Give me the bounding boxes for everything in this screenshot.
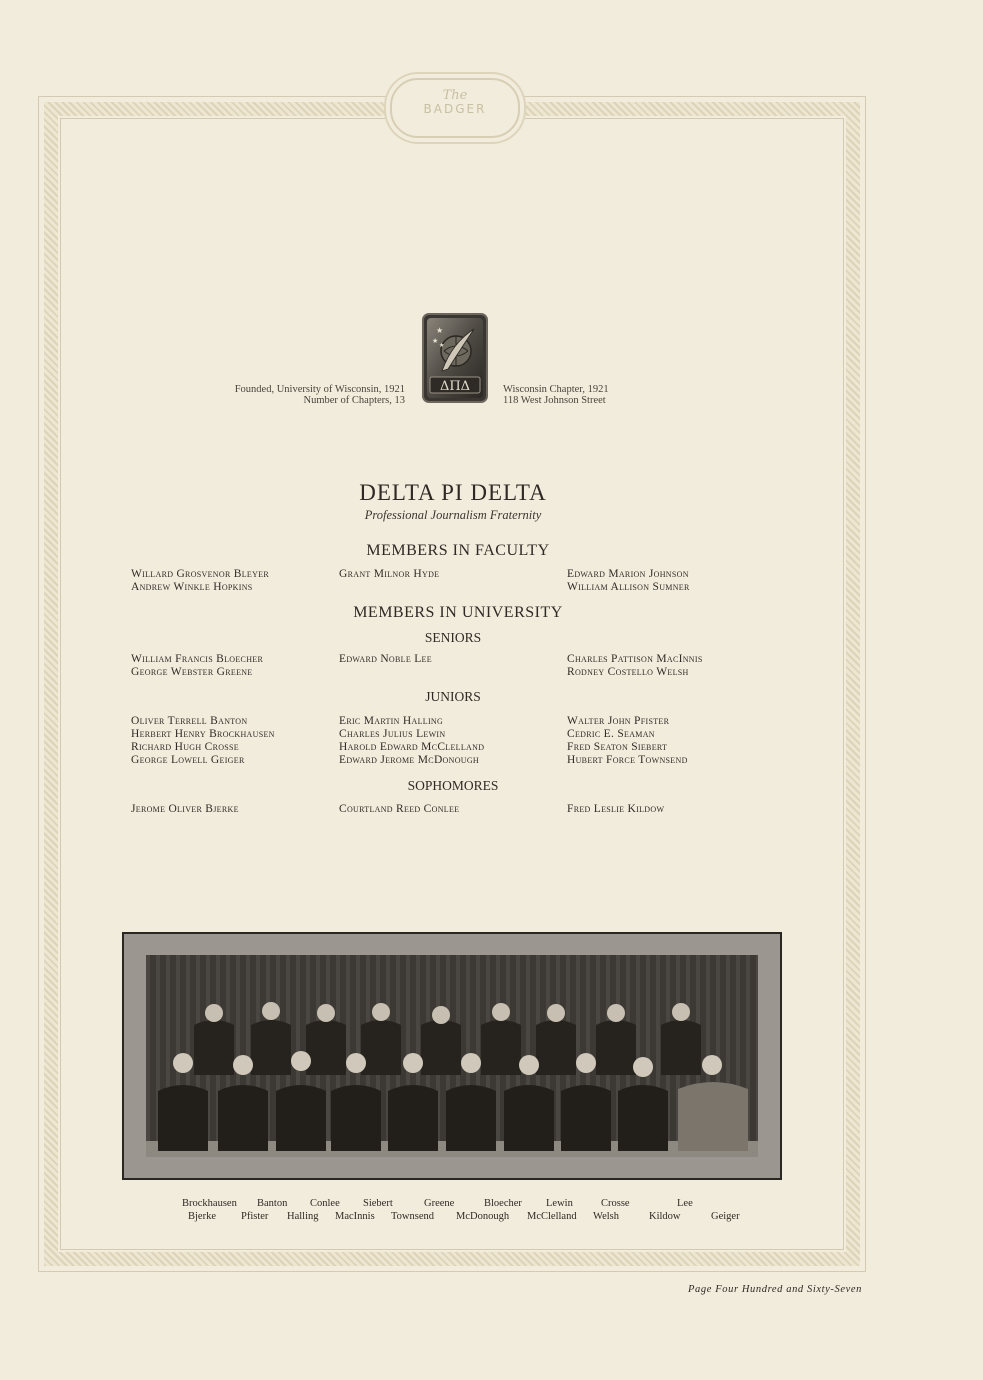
badger-header-cartouche xyxy=(390,78,520,138)
juniors-heading: JUNIORS xyxy=(425,689,481,704)
faculty-heading: MEMBERS IN FACULTY xyxy=(366,542,550,559)
caption-name: Lee xyxy=(677,1198,693,1209)
svg-text:★: ★ xyxy=(432,337,439,345)
member-name: Fred Seaton Siebert xyxy=(567,741,668,753)
member-name: Willard Grosvenor Bleyer xyxy=(131,568,269,580)
member-name: Eric Martin Halling xyxy=(339,715,444,727)
seniors-col-1 xyxy=(131,653,263,679)
member-name: Fred Leslie Kildow xyxy=(567,803,665,815)
svg-text:★: ★ xyxy=(439,342,445,349)
juniors-col-3 xyxy=(567,715,688,767)
chapter-text: Wisconsin Chapter, 1921 xyxy=(503,384,609,395)
caption-name: Bloecher xyxy=(484,1198,522,1209)
sophomores-col-2 xyxy=(339,803,459,816)
member-name: Courtland Reed Conlee xyxy=(339,803,460,815)
seniors-heading: SENIORS xyxy=(424,630,482,645)
caption-name: Pfister xyxy=(241,1211,269,1222)
member-name: Herbert Henry Brockhausen xyxy=(131,728,275,740)
caption-name: McClelland xyxy=(527,1211,577,1222)
faculty-col-3 xyxy=(567,568,690,594)
juniors-col-2 xyxy=(339,715,484,767)
caption-name: MacInnis xyxy=(335,1211,375,1222)
page-number: Page Four Hundred and Sixty-Seven xyxy=(688,1284,862,1295)
member-name: William Francis Bloecher xyxy=(131,653,264,665)
member-name: Richard Hugh Crosse xyxy=(131,741,239,753)
faculty-col-1 xyxy=(131,568,269,594)
member-name: Charles Julius Lewin xyxy=(339,728,446,740)
caption-name: Greene xyxy=(424,1198,455,1209)
fraternity-subtitle: Professional Journalism Fraternity xyxy=(364,508,542,522)
juniors-col-1 xyxy=(131,715,275,767)
caption-name: Welsh xyxy=(593,1211,619,1222)
founded-text: Founded, University of Wisconsin, 1921 xyxy=(234,384,405,395)
header-the: The xyxy=(442,88,468,103)
caption-name: Halling xyxy=(287,1211,319,1222)
fraternity-title: DELTA PI DELTA xyxy=(359,480,547,505)
group-photo xyxy=(146,955,758,1157)
sophomores-col-3 xyxy=(567,803,664,816)
member-name: Edward Noble Lee xyxy=(339,653,432,665)
member-name: William Allison Sumner xyxy=(567,581,690,593)
pin-letters: ΔΠΔ xyxy=(439,379,471,394)
university-heading: MEMBERS IN UNIVERSITY xyxy=(353,604,563,621)
caption-name: Conlee xyxy=(310,1198,340,1209)
address-text: 118 West Johnson Street xyxy=(503,395,606,406)
member-name: Jerome Oliver Bjerke xyxy=(131,803,239,815)
sophomores-heading: SOPHOMORES xyxy=(407,778,499,793)
member-name: Harold Edward McClelland xyxy=(339,741,485,753)
faculty-col-2 xyxy=(339,568,439,581)
caption-name: Townsend xyxy=(391,1211,435,1222)
caption-name: Lewin xyxy=(546,1198,573,1209)
caption-name: McDonough xyxy=(456,1211,510,1222)
member-name: Walter John Pfister xyxy=(567,715,670,727)
founding-info xyxy=(235,384,405,406)
member-name: Edward Marion Johnson xyxy=(567,568,689,580)
header-badger: BADGER xyxy=(423,102,487,116)
seniors-col-3 xyxy=(567,653,703,679)
chapters-count-text: Number of Chapters, 13 xyxy=(303,395,405,406)
sophomores-col-1 xyxy=(131,803,239,816)
svg-text:★: ★ xyxy=(436,326,444,335)
caption-name: Crosse xyxy=(601,1198,630,1209)
member-name: Andrew Winkle Hopkins xyxy=(131,581,253,593)
caption-name: Bjerke xyxy=(188,1211,216,1222)
caption-name: Siebert xyxy=(363,1198,393,1209)
seniors-col-2 xyxy=(339,653,432,666)
member-name: Cedric E. Seaman xyxy=(567,728,655,740)
caption-name: Geiger xyxy=(711,1211,740,1222)
member-name: Edward Jerome McDonough xyxy=(339,754,480,766)
caption-name: Kildow xyxy=(649,1211,681,1222)
chapter-info xyxy=(503,384,609,406)
member-name: Charles Pattison MacInnis xyxy=(567,653,703,665)
member-name: George Webster Greene xyxy=(131,666,253,678)
fraternity-pin-image xyxy=(422,313,488,403)
member-name: Grant Milnor Hyde xyxy=(339,568,440,580)
member-name: Oliver Terrell Banton xyxy=(131,715,248,727)
member-name: George Lowell Geiger xyxy=(131,754,245,766)
member-name: Rodney Costello Welsh xyxy=(567,666,689,678)
caption-name: Banton xyxy=(257,1198,288,1209)
member-name: Hubert Force Townsend xyxy=(567,754,688,766)
caption-name: Brockhausen xyxy=(182,1198,237,1209)
